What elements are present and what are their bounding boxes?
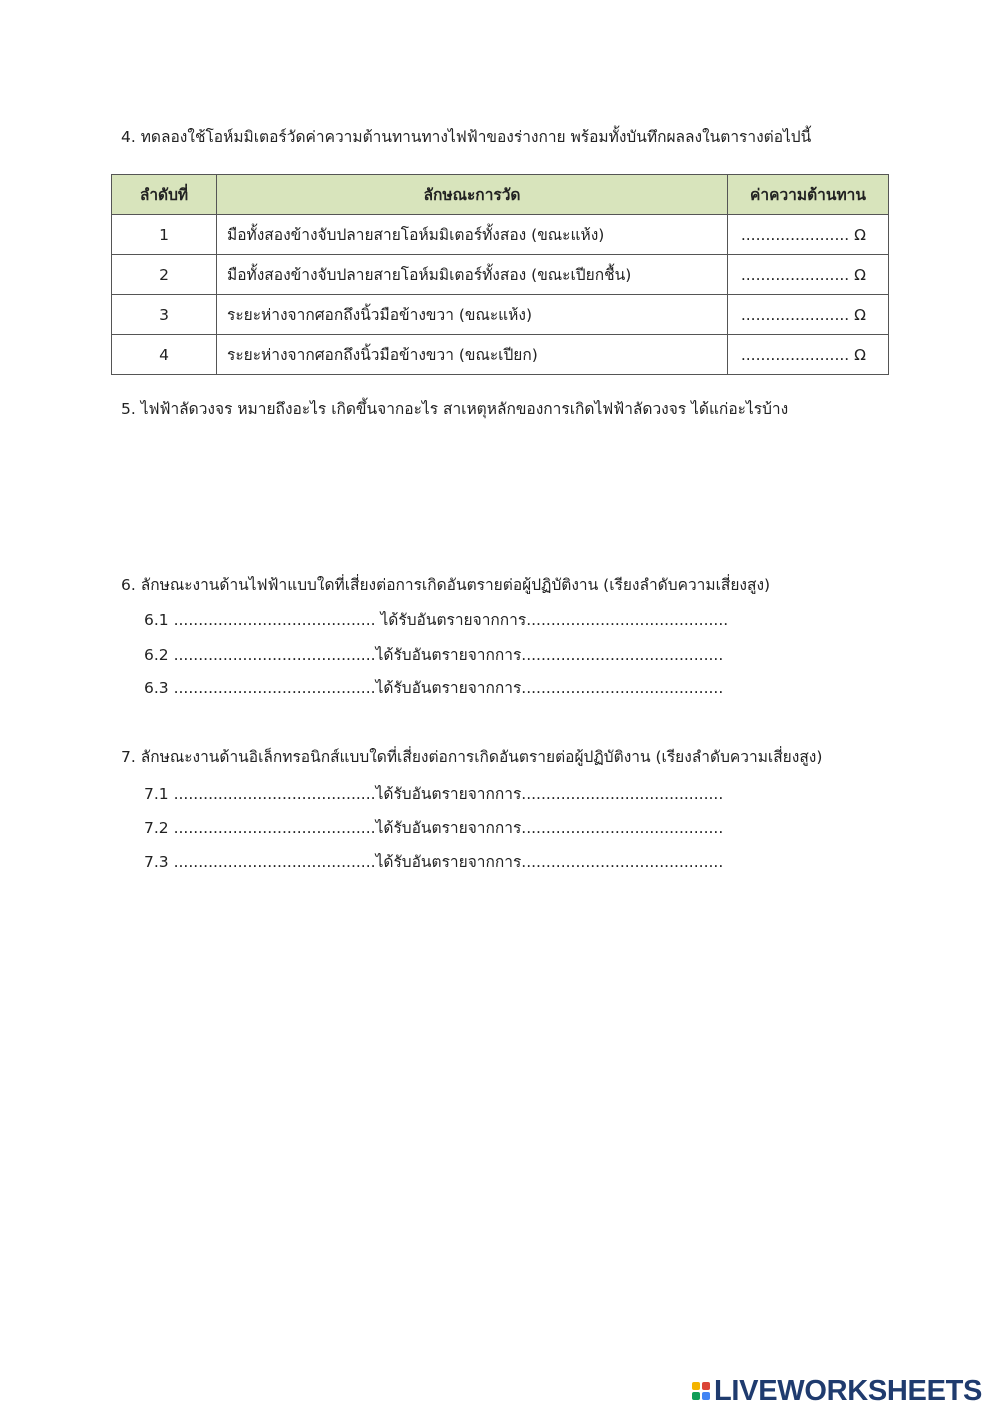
row-description: ระยะห่างจากศอกถึงนิ้วมือข้างขวา (ขณะเปียก) <box>217 335 728 375</box>
table-row <box>112 335 889 375</box>
header-order: ลำดับที่ <box>112 175 217 215</box>
row-number: 1 <box>112 215 217 255</box>
table-row <box>112 295 889 335</box>
table-header-row <box>112 175 889 215</box>
table-row <box>112 215 889 255</box>
row-number: 2 <box>112 255 217 295</box>
header-method: ลักษณะการวัด <box>217 175 728 215</box>
answer-line-6-1[interactable]: 6.1 ......................................... ได้รับอันตรายจากการ......................................... <box>144 611 729 629</box>
logo-block <box>692 1382 700 1390</box>
question-7-text: 7. ลักษณะงานด้านอิเล็กทรอนิกส์แบบใดที่เสี่ยงต่อการเกิดอันตรายต่อผู้ปฏิบัติงาน (เรียงลำดับความเสี่ยงสูง) <box>121 748 823 766</box>
row-description: ระยะห่างจากศอกถึงนิ้วมือข้างขวา (ขณะแห้ง) <box>217 295 728 335</box>
resistance-blank[interactable]: ...................... Ω <box>728 215 889 255</box>
question-4-text: 4. ทดลองใช้โอห์มมิเตอร์วัดค่าความต้านทานทางไฟฟ้าของร่างกาย พร้อมทั้งบันทึกผลลงในตารางต่อไปนี้ <box>121 128 812 146</box>
question-6-text: 6. ลักษณะงานด้านไฟฟ้าแบบใดที่เสี่ยงต่อการเกิดอันตรายต่อผู้ปฏิบัติงาน (เรียงลำดับความเสี่ยงสูง) <box>121 576 771 594</box>
table-row <box>112 255 889 295</box>
resistance-blank[interactable]: ...................... Ω <box>728 295 889 335</box>
answer-line-7-2[interactable]: 7.2 .........................................ได้รับอันตรายจากการ......................................... <box>144 819 724 837</box>
logo-block <box>702 1392 710 1400</box>
row-number: 3 <box>112 295 217 335</box>
liveworksheets-logo <box>692 1374 982 1408</box>
row-description: มือทั้งสองข้างจับปลายสายโอห์มมิเตอร์ทั้งสอง (ขณะเปียกชื้น) <box>217 255 728 295</box>
logo-block <box>692 1392 700 1400</box>
resistance-blank[interactable]: ...................... Ω <box>728 335 889 375</box>
question-5-text: 5. ไฟฟ้าลัดวงจร หมายถึงอะไร เกิดขึ้นจากอะไร สาเหตุหลักของการเกิดไฟฟ้าลัดวงจร ได้แก่อะไรบ้าง <box>121 400 789 418</box>
logo-blocks-icon <box>692 1382 710 1400</box>
row-description: มือทั้งสองข้างจับปลายสายโอห์มมิเตอร์ทั้งสอง (ขณะแห้ง) <box>217 215 728 255</box>
answer-line-7-1[interactable]: 7.1 .........................................ได้รับอันตรายจากการ......................................... <box>144 785 724 803</box>
resistance-blank[interactable]: ...................... Ω <box>728 255 889 295</box>
logo-text: LIVEWORKSHEETS <box>714 1374 983 1407</box>
answer-line-7-3[interactable]: 7.3 .........................................ได้รับอันตรายจากการ......................................... <box>144 853 724 871</box>
answer-line-6-2[interactable]: 6.2 .........................................ได้รับอันตรายจากการ......................................... <box>144 646 724 664</box>
logo-block <box>702 1382 710 1390</box>
resistance-table <box>111 174 889 375</box>
answer-line-6-3[interactable]: 6.3 .........................................ได้รับอันตรายจากการ......................................... <box>144 679 724 697</box>
row-number: 4 <box>112 335 217 375</box>
header-resistance: ค่าความต้านทาน <box>728 175 889 215</box>
